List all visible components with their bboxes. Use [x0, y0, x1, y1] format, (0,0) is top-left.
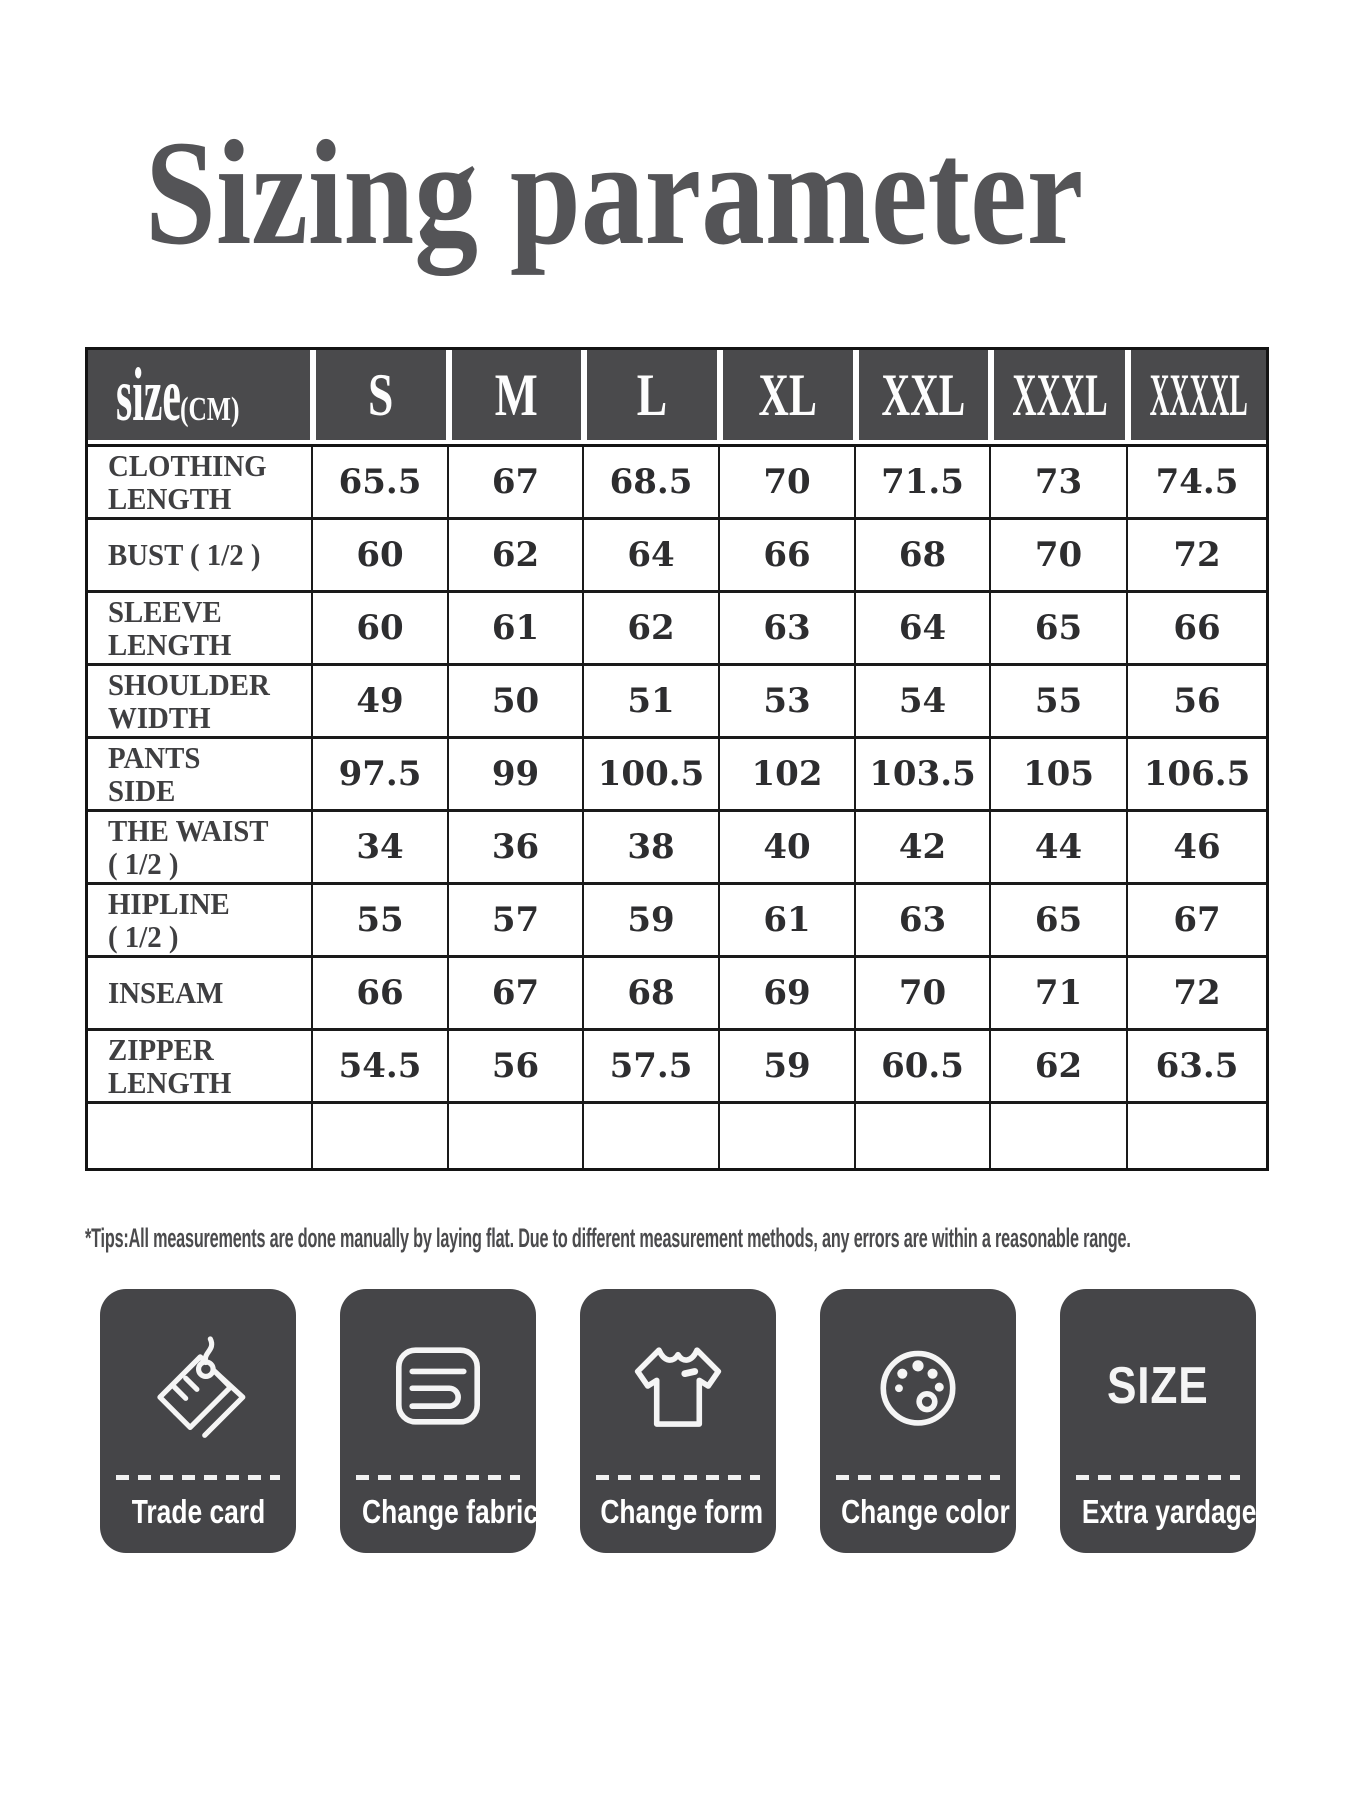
size-table	[85, 347, 1269, 1171]
card-change-form	[580, 1289, 776, 1553]
size-value-cell: 105	[991, 739, 1128, 812]
row-label: ZIPPER LENGTH	[88, 1031, 313, 1104]
size-unit-header	[88, 350, 313, 447]
card-change-color	[820, 1289, 1016, 1553]
size-value-cell: 71.5	[856, 447, 991, 520]
size-value-cell: 67	[1128, 885, 1266, 958]
size-value-cell: 63.5	[1128, 1031, 1266, 1104]
size-value-cell	[449, 1104, 584, 1168]
size-value-cell: 51	[584, 666, 720, 739]
size-value-cell: 106.5	[1128, 739, 1266, 812]
size-value-cell: 74.5	[1128, 447, 1266, 520]
size-value-cell: 61	[449, 593, 584, 666]
folded-fabric-icon	[340, 1289, 536, 1475]
size-value-cell: 97.5	[313, 739, 449, 812]
size-value-cell: 66	[313, 958, 449, 1031]
size-value-cell: 62	[991, 1031, 1128, 1104]
size-value-cell: 40	[720, 812, 856, 885]
table-row	[88, 958, 1266, 1031]
size-value-cell: 68	[584, 958, 720, 1031]
size-value-cell: 66	[720, 520, 856, 593]
column-header-xl: XL	[720, 350, 856, 447]
size-value-cell: 54.5	[313, 1031, 449, 1104]
row-label: CLOTHING LENGTH	[88, 447, 313, 520]
size-value-cell: 64	[856, 593, 991, 666]
row-label: BUST ( 1/2 )	[88, 520, 313, 593]
size-unit-label: (CM)	[180, 390, 240, 428]
size-value-cell: 70	[856, 958, 991, 1031]
size-value-cell: 62	[449, 520, 584, 593]
size-value-cell: 66	[1128, 593, 1266, 666]
size-value-cell: 65	[991, 885, 1128, 958]
column-header-xxxl: XXXL	[991, 350, 1128, 447]
size-value-cell: 49	[313, 666, 449, 739]
size-value-cell: 68.5	[584, 447, 720, 520]
table-row	[88, 1031, 1266, 1104]
size-value-cell: 100.5	[584, 739, 720, 812]
card-extra-yardage	[1060, 1289, 1256, 1553]
tips-note: *Tips:All measurements are done manually by laying flat. Due to different measurement methods, any errors are within a reasonable range.	[85, 1223, 1131, 1253]
size-value-cell: 62	[584, 593, 720, 666]
row-label	[88, 1104, 313, 1168]
row-label: SHOULDER WIDTH	[88, 666, 313, 739]
row-label: SLEEVE LENGTH	[88, 593, 313, 666]
size-value-cell	[991, 1104, 1128, 1168]
size-value-cell: 59	[584, 885, 720, 958]
dashed-divider	[116, 1475, 280, 1480]
size-table-header	[88, 350, 1266, 447]
size-value-cell	[1128, 1104, 1266, 1168]
column-header-l: L	[584, 350, 720, 447]
size-value-cell: 65.5	[313, 447, 449, 520]
size-value-cell: 73	[991, 447, 1128, 520]
column-header-xxxxl: XXXXL	[1128, 350, 1266, 447]
size-value-cell: 57	[449, 885, 584, 958]
size-value-cell: 60	[313, 593, 449, 666]
table-row	[88, 885, 1266, 958]
size-value-cell	[720, 1104, 856, 1168]
table-row	[88, 666, 1266, 739]
size-value-cell: 70	[991, 520, 1128, 593]
size-value-cell: 61	[720, 885, 856, 958]
size-value-cell: 55	[991, 666, 1128, 739]
card-label: Change form	[600, 1493, 764, 1530]
size-value-cell: 102	[720, 739, 856, 812]
size-value-cell: 57.5	[584, 1031, 720, 1104]
size-value-cell: 72	[1128, 520, 1266, 593]
table-row	[88, 520, 1266, 593]
dashed-divider	[596, 1475, 760, 1480]
size-value-cell: 59	[720, 1031, 856, 1104]
size-value-cell: 44	[991, 812, 1128, 885]
size-value-cell: 38	[584, 812, 720, 885]
size-value-cell: 64	[584, 520, 720, 593]
size-value-cell: 60.5	[856, 1031, 991, 1104]
size-value-cell: 53	[720, 666, 856, 739]
size-value-cell: 72	[1128, 958, 1266, 1031]
card-trade-card	[100, 1289, 296, 1553]
size-value-cell: 63	[720, 593, 856, 666]
size-value-cell: 56	[1128, 666, 1266, 739]
size-value-cell: 46	[1128, 812, 1266, 885]
row-label: PANTS SIDE	[88, 739, 313, 812]
column-header-m: M	[449, 350, 584, 447]
card-change-fabric	[340, 1289, 539, 1553]
column-header-xxl: XXL	[856, 350, 991, 447]
size-value-cell: 63	[856, 885, 991, 958]
size-value-cell: 70	[720, 447, 856, 520]
palette-icon	[820, 1289, 1016, 1475]
table-row	[88, 447, 1266, 520]
row-label: INSEAM	[88, 958, 313, 1031]
table-row	[88, 1104, 1266, 1168]
size-value-cell	[313, 1104, 449, 1168]
size-value-cell	[856, 1104, 991, 1168]
size-value-cell: 69	[720, 958, 856, 1031]
size-value-cell: 55	[313, 885, 449, 958]
size-value-cell	[584, 1104, 720, 1168]
size-value-cell: 71	[991, 958, 1128, 1031]
feature-cards	[100, 1289, 1350, 1553]
size-text-icon: SIZE	[1107, 1357, 1209, 1415]
size-value-cell: 36	[449, 812, 584, 885]
dashed-divider	[836, 1475, 1000, 1480]
dashed-divider	[1076, 1475, 1240, 1480]
row-label: HIPLINE ( 1/2 )	[88, 885, 313, 958]
card-label: Change fabric	[362, 1493, 539, 1530]
size-label: size	[116, 352, 181, 437]
size-value-cell: 103.5	[856, 739, 991, 812]
price-tags-icon	[100, 1289, 296, 1475]
size-value-cell: 68	[856, 520, 991, 593]
size-value-cell: 67	[449, 447, 584, 520]
header-row	[88, 350, 1266, 447]
tshirt-icon	[580, 1289, 776, 1475]
card-label: Change color	[841, 1493, 1010, 1530]
size-value-cell: 67	[449, 958, 584, 1031]
size-value-cell: 60	[313, 520, 449, 593]
table-row	[88, 739, 1266, 812]
card-label: Trade card	[131, 1493, 265, 1530]
size-table-body	[88, 447, 1266, 1168]
size-value-cell: 42	[856, 812, 991, 885]
size-value-cell: 54	[856, 666, 991, 739]
size-value-cell: 50	[449, 666, 584, 739]
row-label: THE WAIST ( 1/2 )	[88, 812, 313, 885]
size-value-cell: 34	[313, 812, 449, 885]
table-row	[88, 812, 1266, 885]
size-value-cell: 65	[991, 593, 1128, 666]
size-value-cell: 99	[449, 739, 584, 812]
card-label: Extra yardage	[1081, 1493, 1257, 1530]
table-row	[88, 593, 1266, 666]
dashed-divider	[356, 1475, 520, 1480]
column-header-s: S	[313, 350, 449, 447]
page-title: Sizing parameter	[145, 110, 1084, 276]
size-value-cell: 56	[449, 1031, 584, 1104]
